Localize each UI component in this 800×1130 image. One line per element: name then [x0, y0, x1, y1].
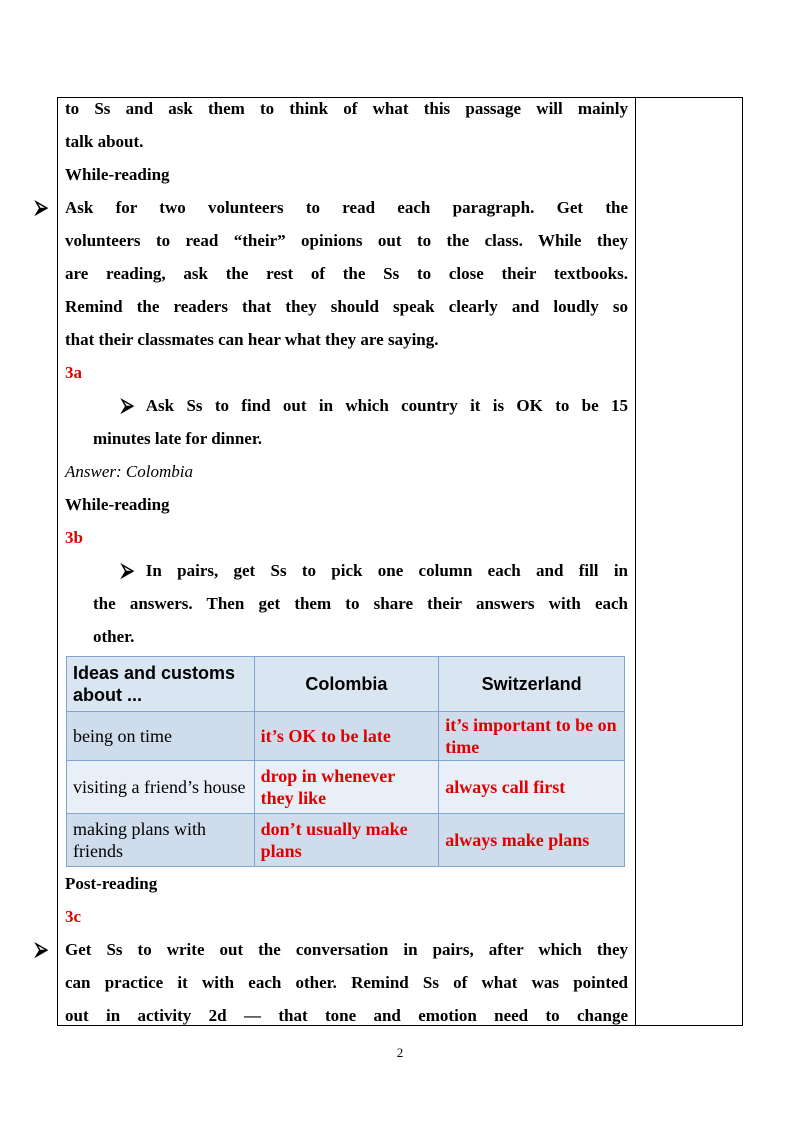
text-line: talk about.: [65, 132, 144, 151]
text-line: Ask for two volunteers to read each paragraph. Get the: [65, 198, 628, 217]
text-line: ⮚ Ask Ss to find out in which country it is OK to be 15: [121, 395, 628, 415]
text-line: other.: [93, 627, 135, 646]
text-line: ⮚ In pairs, get Ss to pick one column each and fill in: [121, 560, 628, 580]
text-line: are reading, ask the rest of the Ss to close their textbooks.: [65, 264, 628, 283]
table-cell: always call first: [439, 761, 625, 814]
table-row: [67, 761, 625, 814]
text-line: out in activity 2d — that tone and emotion need to change: [65, 1006, 628, 1025]
text-line: Remind the readers that they should speak clearly and loudly so: [65, 297, 628, 316]
text-line: minutes late for dinner.: [93, 429, 263, 448]
text-line: Get Ss to write out the conversation in pairs, after which they: [65, 940, 628, 959]
page-number: 2: [396, 1045, 404, 1060]
table-cell: drop in whenever they like: [254, 761, 439, 814]
bullet-arrow-icon: ⮚: [121, 560, 134, 580]
bullet-arrow-icon: ⮚: [35, 197, 48, 217]
table-cell: it’s OK to be late: [254, 712, 439, 761]
table-row: [67, 814, 625, 867]
section-heading: While-reading: [65, 495, 170, 514]
table-header-row: [67, 657, 625, 712]
table-cell: making plans with friends: [67, 814, 255, 867]
section-heading: Post-reading: [65, 874, 158, 893]
table-cell: don’t usually make plans: [254, 814, 439, 867]
answer-line: Answer: Colombia: [65, 462, 193, 481]
table-row: [67, 712, 625, 761]
activity-label: 3a: [65, 363, 82, 382]
table-cell: being on time: [67, 712, 255, 761]
table-cell: visiting a friend’s house: [67, 761, 255, 814]
table-header-cell: Switzerland: [439, 657, 625, 712]
customs-table: [66, 656, 625, 867]
bullet-arrow-icon: ⮚: [35, 939, 48, 959]
table-header-cell: Colombia: [254, 657, 439, 712]
text-line: volunteers to read “their” opinions out to the class. While they: [65, 231, 628, 250]
section-heading: While-reading: [65, 165, 170, 184]
text-line: can practice it with each other. Remind Ss of what was pointed: [65, 973, 628, 992]
text-line: that their classmates can hear what they are saying.: [65, 330, 439, 349]
bullet-arrow-icon: ⮚: [121, 395, 134, 415]
table-cell: always make plans: [439, 814, 625, 867]
text-line: to Ss and ask them to think of what this passage will mainly: [65, 99, 628, 118]
table-cell: it’s important to be on time: [439, 712, 625, 761]
column-divider: [635, 98, 636, 1025]
activity-label: 3c: [65, 907, 82, 926]
text-line: the answers. Then get them to share their answers with each: [93, 594, 628, 613]
table-header-cell: Ideas and customs about ...: [67, 657, 255, 712]
activity-label: 3b: [65, 528, 83, 547]
